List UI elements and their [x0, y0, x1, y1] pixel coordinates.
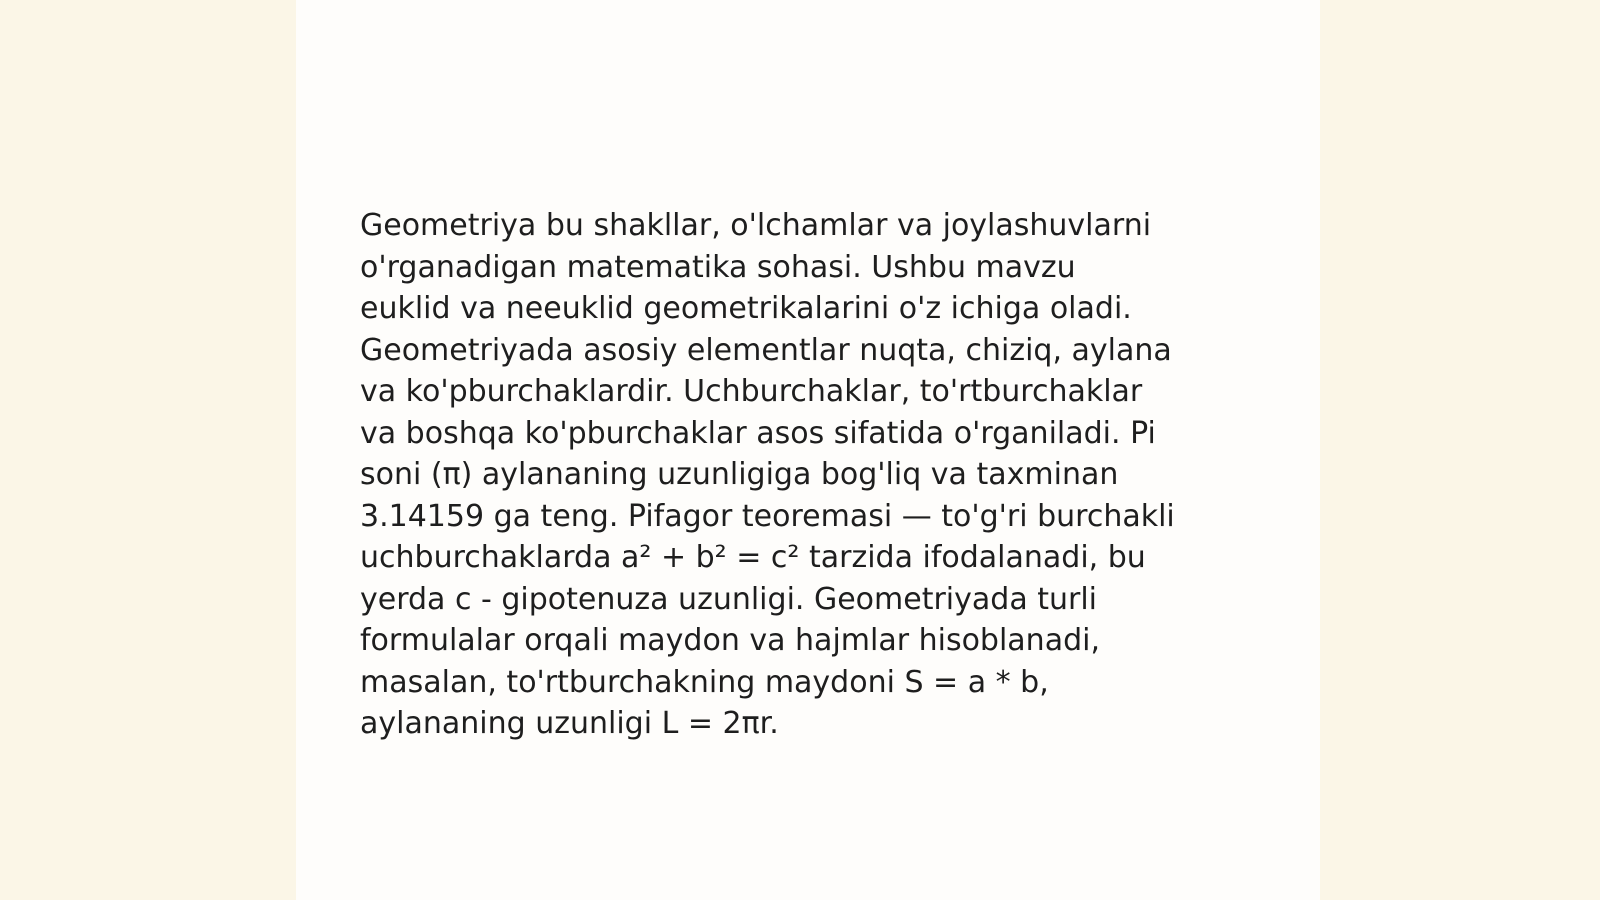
text-line: soni (π) aylananing uzunligiga bog'liq va taxminan	[360, 457, 1119, 492]
text-line: aylananing uzunligi L = 2πr.	[360, 706, 779, 741]
text-line: yerda c - gipotenuza uzunligi. Geometriyada turli	[360, 581, 1098, 617]
body-paragraph	[360, 205, 1240, 745]
text-line: va boshqa ko'pburchaklar asos sifatida o'rganiladi. Pi	[360, 415, 1156, 451]
text-line: va ko'pburchaklardir. Uchburchaklar, to'rtburchaklar	[360, 374, 1143, 409]
text-line: euklid va neeuklid geometrikalarini o'z ichiga oladi.	[360, 291, 1132, 326]
text-line: formulalar orqali maydon va hajmlar hisoblanadi,	[360, 623, 1100, 658]
text-line: masalan, to'rtburchakning maydoni S = a * b,	[360, 664, 1049, 700]
text-line: Geometriya bu shakllar, o'lchamlar va joylashuvlarni	[360, 208, 1152, 243]
text-line: uchburchaklarda a² + b² = c² tarzida ifodalanadi, bu	[360, 540, 1146, 575]
left-margin-background	[0, 0, 296, 900]
text-line: 3.14159 ga teng. Pifagor teoremasi — to'g'ri burchakli	[360, 498, 1175, 534]
text-line: o'rganadigan matematika sohasi. Ushbu mavzu	[360, 249, 1076, 285]
text-line: Geometriyada asosiy elementlar nuqta, chiziq, aylana	[360, 332, 1172, 368]
right-margin-background	[1320, 0, 1600, 900]
